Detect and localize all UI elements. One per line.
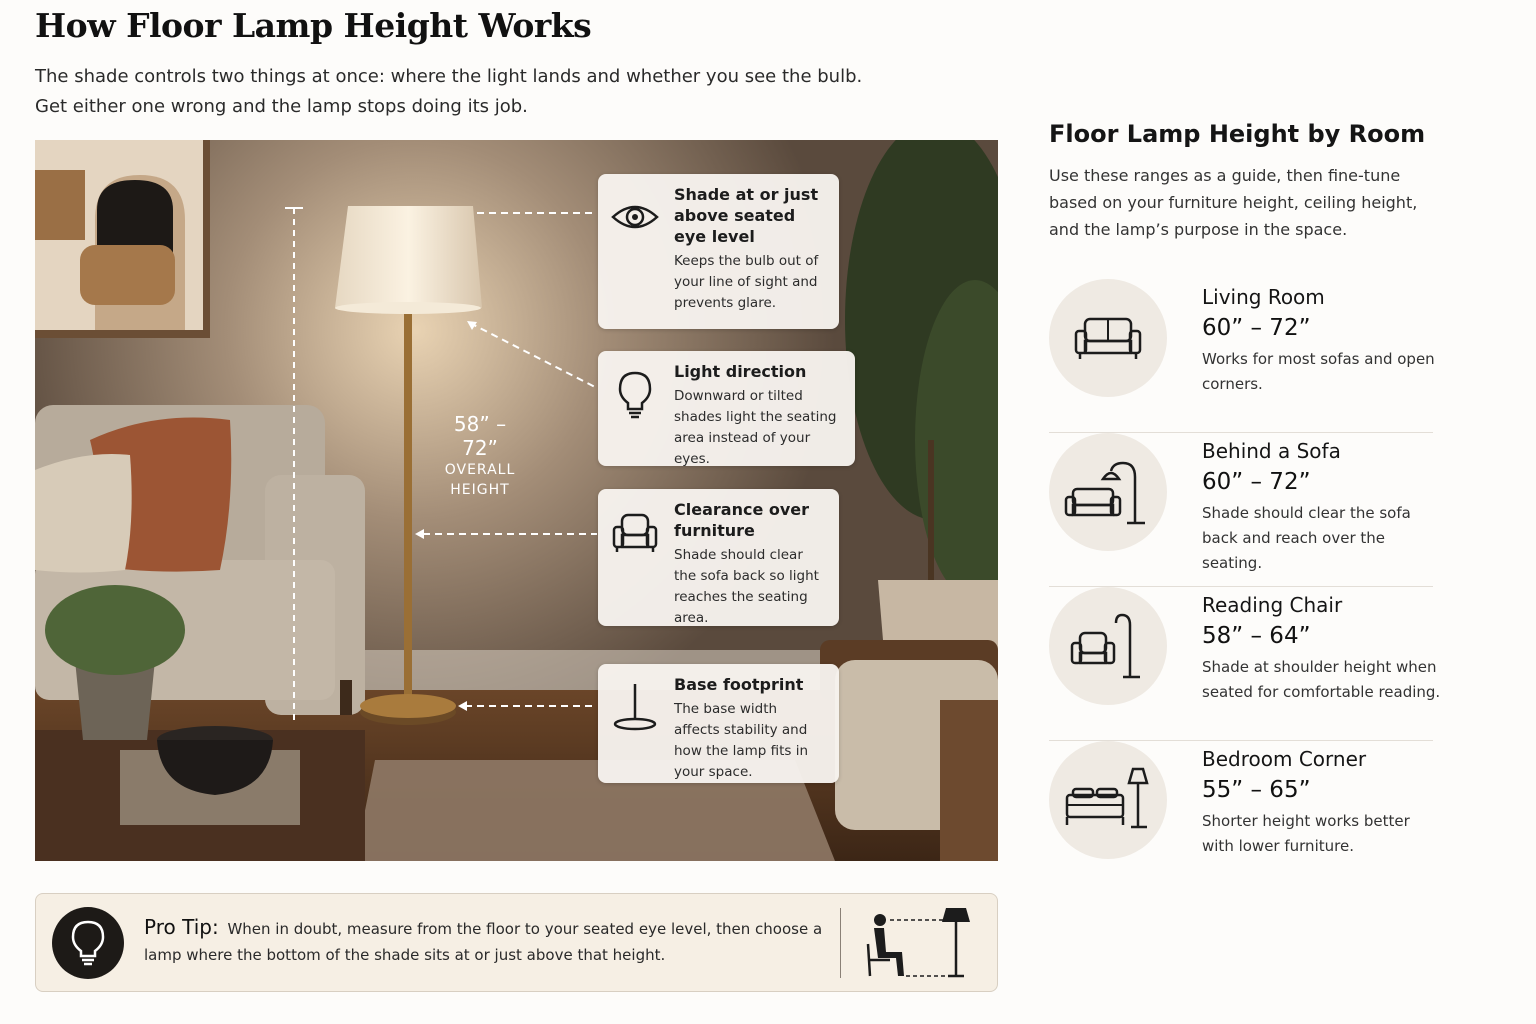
callout-body: Downward or tilted shades light the seating area instead of your eyes. <box>674 388 837 467</box>
room-desc: Shorter height works better with lower furniture. <box>1202 812 1410 855</box>
callout-title: Shade at or just above seated eye level <box>674 185 819 246</box>
room-list <box>1049 279 1441 895</box>
room-item-behind-sofa <box>1049 433 1433 587</box>
overall-height-caption-2: HEIGHT <box>450 482 510 498</box>
room-item-living-room <box>1049 279 1433 433</box>
intro-text <box>35 62 935 122</box>
callout-title: Base footprint <box>674 675 804 694</box>
overall-height-value: 58” – 72” <box>453 412 507 460</box>
callout-shade-level <box>598 174 839 329</box>
pro-tip-body: When in doubt, measure from the floor to your seated eye level, then choose a lamp where the bottom of the shade sits at or just above that height. <box>144 920 823 964</box>
seated-person-lamp-icon <box>862 904 972 982</box>
pro-tip-text <box>144 914 834 968</box>
room-name: Bedroom Corner <box>1202 747 1367 771</box>
scene-illustration <box>35 140 998 861</box>
room-range: 60” – 72” <box>1202 315 1311 341</box>
room-item-bedroom-corner <box>1049 741 1433 895</box>
pro-tip-box <box>35 893 998 992</box>
callout-base-footprint <box>598 664 839 783</box>
room-desc: Shade at shoulder height when seated for comfortable reading. <box>1202 658 1441 701</box>
callout-clearance <box>598 489 839 626</box>
room-name: Reading Chair <box>1202 593 1343 617</box>
overall-height-label <box>435 412 525 500</box>
room-range: 58” – 64” <box>1202 623 1311 649</box>
room-range: 60” – 72” <box>1202 469 1311 495</box>
room-item-reading-chair <box>1049 587 1441 741</box>
eye-icon <box>610 192 660 242</box>
intro-line-1: The shade controls two things at once: where the light lands and whether you see the bulb. <box>35 66 863 87</box>
callout-title: Light direction <box>674 362 807 381</box>
room-range: 55” – 65” <box>1202 777 1311 803</box>
page-title: How Floor Lamp Height Works <box>35 6 592 45</box>
callout-body: Keeps the bulb out of your line of sight and prevents glare. <box>674 253 819 311</box>
overall-height-caption-1: OVERALL <box>444 462 516 478</box>
lightbulb-icon <box>52 907 124 979</box>
chair-lamp-icon <box>1049 587 1167 705</box>
room-name: Behind a Sofa <box>1202 439 1341 463</box>
bed-lamp-icon <box>1049 741 1167 859</box>
pro-tip-label: Pro Tip: <box>144 915 219 939</box>
callout-title: Clearance over furniture <box>674 500 810 540</box>
callout-body: Shade should clear the sofa back so light reaches the seating area. <box>674 547 819 626</box>
sidebar-title: Floor Lamp Height by Room <box>1049 120 1426 148</box>
sofa-arc-lamp-icon <box>1049 433 1167 551</box>
room-name: Living Room <box>1202 285 1325 309</box>
lamp-base-icon <box>610 682 660 732</box>
room-desc: Works for most sofas and open corners. <box>1202 350 1435 393</box>
sidebar-description: Use these ranges as a guide, then fine-tune based on your furniture height, ceiling height, and the lamp’s purpose in the space. <box>1049 166 1418 239</box>
intro-line-2: Get either one wrong and the lamp stops doing its job. <box>35 96 528 117</box>
armchair-icon <box>610 507 660 557</box>
room-desc: Shade should clear the sofa back and reach over the seating. <box>1202 504 1411 572</box>
lightbulb-icon <box>610 369 660 419</box>
sofa-icon <box>1049 279 1167 397</box>
living-room-scene <box>35 140 998 861</box>
callout-light-direction <box>598 351 855 466</box>
pro-tip-divider <box>840 908 841 978</box>
callout-body: The base width affects stability and how the lamp fits in your space. <box>674 701 809 780</box>
